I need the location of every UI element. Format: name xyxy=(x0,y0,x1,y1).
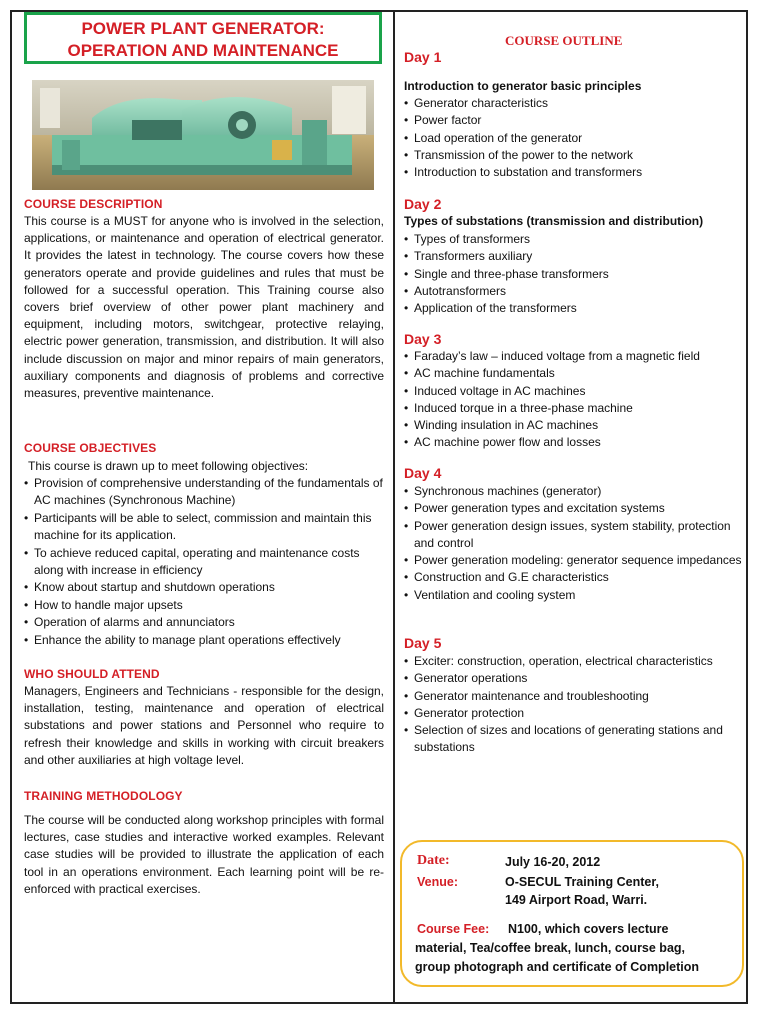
day-item: • Introduction to substation and transformers xyxy=(404,164,744,181)
objectives-lead xyxy=(24,458,384,475)
training-methodology-heading: TRAINING METHODOLOGY xyxy=(24,789,183,803)
fee-line-2: material, Tea/coffee break, lunch, course bag, xyxy=(415,941,686,955)
fee-line-3: group photograph and certificate of Completion xyxy=(415,960,700,974)
day-item: • Construction and G.E characteristics xyxy=(404,569,744,586)
day-item: • Selection of sizes and locations of generating stations and substations xyxy=(404,722,744,757)
day-item: • Generator operations xyxy=(404,670,744,687)
date-value: July 16-20, 2012 xyxy=(505,855,601,869)
day-4-heading: Day 4 xyxy=(404,465,442,481)
day-4-list xyxy=(404,483,744,604)
day-item: • Power generation design issues, system stability, protection and control xyxy=(404,518,744,553)
fee-label: Course Fee: xyxy=(417,922,490,936)
fee-value: N100, which covers lecture xyxy=(508,922,669,936)
day-item: • Exciter: construction, operation, electrical characteristics xyxy=(404,653,744,670)
day-5-heading: Day 5 xyxy=(404,635,442,651)
day-1-list xyxy=(404,95,744,181)
title-box xyxy=(24,12,382,64)
day-item: • AC machine power flow and losses xyxy=(404,434,744,451)
generator-photo xyxy=(32,80,374,190)
day-3-heading: Day 3 xyxy=(404,331,442,347)
venue-line-1: O-SECUL Training Center, xyxy=(505,875,659,889)
title-line-1: POWER PLANT GENERATOR: xyxy=(81,19,325,38)
title-line-2: OPERATION AND MAINTENANCE xyxy=(67,41,339,60)
day-item: • Ventilation and cooling system xyxy=(404,587,744,604)
course-outline-heading: COURSE OUTLINE xyxy=(505,33,623,48)
day-item: • Power factor xyxy=(404,112,744,129)
day-3-list xyxy=(404,348,744,452)
day-item: • Generator characteristics xyxy=(404,95,744,112)
day-2-heading: Day 2 xyxy=(404,196,442,212)
objective-item: • Participants will be able to select, commission and maintain this machine for its application. xyxy=(24,510,384,545)
course-description-heading: COURSE DESCRIPTION xyxy=(24,197,163,211)
who-should-attend-text: Managers, Engineers and Technicians - responsible for the design, installation, testing, maintenance and operation of electrical substations and power stations and Personnel who require to refresh their knowledge and skills in working with circuit breakers and other auxiliaries at high voltage level. xyxy=(24,684,384,767)
day-item: • Autotransformers xyxy=(404,283,744,300)
day-item: • Power generation types and excitation systems xyxy=(404,500,744,517)
objective-item: • Provision of comprehensive understanding of the fundamentals of AC machines (Synchronous Machine) xyxy=(24,475,384,510)
day-item: • Induced torque in a three-phase machine xyxy=(404,400,744,417)
course-description-text: This course is a MUST for anyone who is involved in the selection, applications, or maintenance and operation of electrical generator. It provides the latest in technology. The course covers how these generators operate and provide guidelines and rules that must be followed for a successful operation. This Training course also covers brief overview of other power plant machinery and equipment, including motors, switchgear, protective relaying, electric power generation, transmission, and distribution. It will also include discussion on major and minor repairs of main generators, auxiliary components and diagnosis of problems and corrective measures, preventive maintenance. xyxy=(24,214,384,401)
date-label-text: Date: xyxy=(417,853,450,868)
day-item: • AC machine fundamentals xyxy=(404,365,744,382)
day-item: • Power generation modeling: generator sequence impedances xyxy=(404,552,744,569)
day-item: • Faraday’s law – induced voltage from a magnetic field xyxy=(404,348,744,365)
training-methodology-text: The course will be conducted along workshop principles with formal lectures, case studies and interactive worked examples. Relevant case studies will be provided to illustrate the application of each tool in an operations environment. Each learning point will be re-enforced with practical exercises. xyxy=(24,813,384,896)
venue-line-2: 149 Airport Road, Warri. xyxy=(505,893,648,907)
day-item: • Types of transformers xyxy=(404,231,744,248)
day-item: • Synchronous machines (generator) xyxy=(404,483,744,500)
venue-label: Venue: xyxy=(417,875,458,889)
day-1-heading: Day 1 xyxy=(404,49,442,65)
date-label xyxy=(417,853,450,869)
day-item: • Transmission of the power to the network xyxy=(404,147,744,164)
day-item: • Winding insulation in AC machines xyxy=(404,417,744,434)
day-item: • Generator maintenance and troubleshooting xyxy=(404,688,744,705)
who-should-attend-heading: WHO SHOULD ATTEND xyxy=(24,667,160,681)
column-divider xyxy=(393,10,395,1004)
day-2-list xyxy=(404,231,744,317)
day-item: • Load operation of the generator xyxy=(404,130,744,147)
day-item: • Induced voltage in AC machines xyxy=(404,383,744,400)
day-1-subtitle: Introduction to generator basic principles xyxy=(404,79,642,93)
objective-item: • How to handle major upsets xyxy=(24,597,384,614)
day-item: • Application of the transformers xyxy=(404,300,744,317)
objective-item: • To achieve reduced capital, operating and maintenance costs along with increase in efficiency xyxy=(24,545,384,580)
day-item: • Transformers auxiliary xyxy=(404,248,744,265)
day-item: • Single and three-phase transformers xyxy=(404,266,744,283)
objective-item: • Enhance the ability to manage plant operations effectively xyxy=(24,632,384,649)
objective-item: • Operation of alarms and annunciators xyxy=(24,614,384,631)
day-item: • Generator protection xyxy=(404,705,744,722)
objective-item: • Know about startup and shutdown operations xyxy=(24,579,384,596)
objectives-lead-text: This course is drawn up to meet following objectives: xyxy=(28,459,309,473)
objectives-list xyxy=(24,475,384,649)
day-2-subtitle: Types of substations (transmission and distribution) xyxy=(404,214,704,228)
course-objectives-heading: COURSE OBJECTIVES xyxy=(24,441,157,455)
day-5-list xyxy=(404,653,744,757)
